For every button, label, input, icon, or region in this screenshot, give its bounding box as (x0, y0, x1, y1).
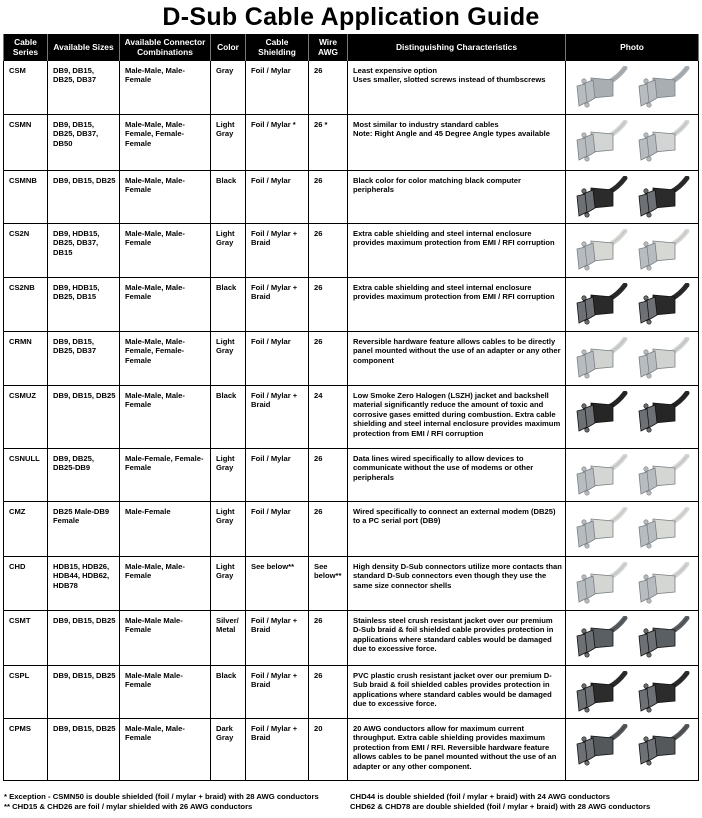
cell-color: Black (211, 666, 246, 719)
lszh-black-cables-photo (571, 391, 695, 435)
cell-sizes: DB9, DB15, DB25 (48, 719, 120, 781)
cell-wire-awg: 26 (309, 224, 348, 278)
cell-photo (566, 386, 699, 449)
cell-series: CSPL (4, 666, 48, 719)
cell-photo (566, 171, 699, 224)
cell-shielding: Foil / Mylar (246, 449, 309, 502)
cell-connector-combinations: Male-Male, Male-Female (120, 61, 211, 115)
cell-shielding: Foil / Mylar (246, 171, 309, 224)
footnote-csmn50: * Exception - CSMN50 is double shielded (foil / mylar + braid) with 28 AWG conductors (4, 792, 319, 801)
cell-connector-combinations: Male-Male, Male-Female (120, 386, 211, 449)
reversible-hardware-cables-photo (571, 337, 695, 381)
cell-connector-combinations: Male-Male, Male-Female (120, 719, 211, 781)
table-row (4, 115, 699, 171)
cell-photo (566, 719, 699, 781)
cell-wire-awg: 26 * (309, 115, 348, 171)
dsub-connector-icon (573, 120, 631, 164)
cell-wire-awg: 26 (309, 611, 348, 666)
cell-photo (566, 502, 699, 557)
table-row (4, 171, 699, 224)
cell-connector-combinations: Male-Female, Female-Female (120, 449, 211, 502)
cell-characteristics: 20 AWG conductors allow for maximum current throughput. Extra cable shielding provides maximum protection from EMI / RFI. Reversible hardware feature allows cables to be panel mounted without the use of an adapter or any other component. (348, 719, 566, 781)
gray-dsub-cables-photo (571, 66, 695, 110)
cell-sizes: DB9, DB15, DB25 (48, 611, 120, 666)
dsub-connector-icon (573, 562, 631, 606)
cell-characteristics: Stainless steel crush resistant jacket over our premium D-Sub braid & foil shielded cable provides protection in applications where standard cables would be damaged due to excessive force. (348, 611, 566, 666)
cell-color: Black (211, 386, 246, 449)
cell-series: CPMS (4, 719, 48, 781)
cell-wire-awg: See below** (309, 557, 348, 611)
cell-wire-awg: 26 (309, 502, 348, 557)
cell-characteristics: High density D-Sub connectors utilize more contacts than standard D-Sub connectors even though they use the same size connector shells (348, 557, 566, 611)
cell-series: CHD (4, 557, 48, 611)
cell-color: Light Gray (211, 557, 246, 611)
cell-characteristics: Extra cable shielding and steel internal enclosure provides maximum protection from EMI / RFI corruption (348, 278, 566, 332)
cell-shielding: Foil / Mylar + Braid (246, 666, 309, 719)
dsub-connector-icon (635, 724, 693, 768)
cell-color: Dark Gray (211, 719, 246, 781)
cell-shielding: Foil / Mylar + Braid (246, 719, 309, 781)
high-density-cables-photo (571, 562, 695, 606)
header-available-sizes: Available Sizes (48, 34, 120, 61)
cell-sizes: DB9, DB15, DB25, DB37 (48, 332, 120, 386)
cell-shielding: Foil / Mylar + Braid (246, 224, 309, 278)
cell-shielding: Foil / Mylar (246, 61, 309, 115)
cell-characteristics: PVC plastic crush resistant jacket over our premium D-Sub braid & foil shielded cables provides protection in applications where standard cables would be damaged due to excessive force. (348, 666, 566, 719)
dsub-connector-icon (573, 616, 631, 660)
cell-wire-awg: 26 (309, 332, 348, 386)
cable-guide-table (3, 34, 699, 781)
black-shielded-cables-photo (571, 283, 695, 327)
modem-cable-photo (571, 507, 695, 551)
dsub-connector-icon (573, 454, 631, 498)
cell-characteristics: Reversible hardware feature allows cables to be directly panel mounted without the use of an adapter or any other component (348, 332, 566, 386)
cell-photo (566, 557, 699, 611)
cell-color: Light Gray (211, 224, 246, 278)
table-row (4, 611, 699, 666)
header-wire-awg: Wire AWG (309, 34, 348, 61)
cell-characteristics: Low Smoke Zero Halogen (LSZH) jacket and backshell material significantly reduce the amount of toxic and corrosive gases emitted during combustion. Extra cable shielding and steel internal enclosure provides maximum protection from EMI / RFI corruption (348, 386, 566, 449)
dsub-connector-icon (573, 337, 631, 381)
cell-shielding: Foil / Mylar * (246, 115, 309, 171)
cell-wire-awg: 20 (309, 719, 348, 781)
cell-connector-combinations: Male-Male, Male-Female (120, 278, 211, 332)
cell-connector-combinations: Male-Female (120, 502, 211, 557)
cell-characteristics: Wired specifically to connect an external modem (DB25) to a PC serial port (DB9) (348, 502, 566, 557)
cell-color: Black (211, 278, 246, 332)
cell-shielding: Foil / Mylar + Braid (246, 386, 309, 449)
cell-series: CSM (4, 61, 48, 115)
dsub-connector-icon (573, 391, 631, 435)
dsub-connector-icon (635, 391, 693, 435)
cell-sizes: DB9, DB15, DB25, DB37, DB50 (48, 115, 120, 171)
cell-series: CRMN (4, 332, 48, 386)
dsub-connector-icon (635, 616, 693, 660)
cell-photo (566, 278, 699, 332)
cell-photo (566, 224, 699, 278)
cell-characteristics: Least expensive option Uses smaller, slotted screws instead of thumbscrews (348, 61, 566, 115)
cell-sizes: DB9, HDB15, DB25, DB37, DB15 (48, 224, 120, 278)
cell-connector-combinations: Male-Male, Male-Female (120, 557, 211, 611)
dsub-connector-icon (635, 229, 693, 273)
cell-shielding: Foil / Mylar + Braid (246, 278, 309, 332)
cell-connector-combinations: Male-Male Male-Female (120, 611, 211, 666)
cell-characteristics: Extra cable shielding and steel internal enclosure provides maximum protection from EMI / RFI corruption (348, 224, 566, 278)
cell-wire-awg: 26 (309, 449, 348, 502)
cell-sizes: DB9, DB25, DB25-DB9 (48, 449, 120, 502)
dsub-connector-icon (573, 229, 631, 273)
header-cable-series: Cable Series (4, 34, 48, 61)
cell-wire-awg: 26 (309, 171, 348, 224)
table-row (4, 666, 699, 719)
cell-sizes: DB9, HDB15, DB25, DB15 (48, 278, 120, 332)
dsub-connector-icon (573, 724, 631, 768)
cell-color: Light Gray (211, 449, 246, 502)
cell-series: CS2NB (4, 278, 48, 332)
cell-wire-awg: 26 (309, 666, 348, 719)
cell-wire-awg: 26 (309, 278, 348, 332)
footnote-chd62-chd78: CHD62 & CHD78 are double shielded (foil / mylar + braid) with 28 AWG conductors (350, 802, 651, 811)
cell-characteristics: Most similar to industry standard cables Note: Right Angle and 45 Degree Angle types available (348, 115, 566, 171)
cell-sizes: DB9, DB15, DB25 (48, 386, 120, 449)
dsub-connector-icon (573, 671, 631, 715)
null-modem-cables-photo (571, 454, 695, 498)
cell-series: CSMT (4, 611, 48, 666)
dsub-connector-icon (635, 176, 693, 220)
cell-wire-awg: 26 (309, 61, 348, 115)
table-row (4, 224, 699, 278)
page-title: D-Sub Cable Application Guide (162, 3, 540, 31)
table-row (4, 61, 699, 115)
cell-connector-combinations: Male-Male, Male-Female (120, 171, 211, 224)
footnote-chd15-chd26: ** CHD15 & CHD26 are foil / mylar shielded with 26 AWG conductors (4, 802, 253, 811)
cell-series: CMZ (4, 502, 48, 557)
cell-color: Light Gray (211, 502, 246, 557)
header-photo: Photo (566, 34, 699, 61)
cell-color: Light Gray (211, 115, 246, 171)
header-cable-shielding: Cable Shielding (246, 34, 309, 61)
plastic-armored-cables-photo (571, 671, 695, 715)
cell-photo (566, 449, 699, 502)
dsub-connector-icon (635, 454, 693, 498)
cell-series: CSMN (4, 115, 48, 171)
light-gray-shielded-cables-photo (571, 229, 695, 273)
table-row (4, 278, 699, 332)
steel-armored-cables-photo (571, 616, 695, 660)
cell-sizes: DB9, DB15, DB25 (48, 666, 120, 719)
cell-photo (566, 611, 699, 666)
cell-wire-awg: 24 (309, 386, 348, 449)
cell-shielding: See below** (246, 557, 309, 611)
black-dsub-cables-photo (571, 176, 695, 220)
table-row (4, 386, 699, 449)
dsub-connector-icon (635, 507, 693, 551)
cell-connector-combinations: Male-Male, Male-Female (120, 224, 211, 278)
light-gray-dsub-cables-photo (571, 120, 695, 164)
dsub-connector-icon (635, 671, 693, 715)
dsub-connector-icon (573, 176, 631, 220)
cell-connector-combinations: Male-Male Male-Female (120, 666, 211, 719)
dsub-connector-icon (573, 283, 631, 327)
cell-series: CSMNB (4, 171, 48, 224)
dsub-connector-icon (635, 120, 693, 164)
dsub-connector-icon (573, 507, 631, 551)
cell-color: Silver/ Metal (211, 611, 246, 666)
dsub-connector-icon (635, 337, 693, 381)
cell-color: Gray (211, 61, 246, 115)
cell-shielding: Foil / Mylar + Braid (246, 611, 309, 666)
cell-sizes: HDB15, HDB26, HDB44, HDB62, HDB78 (48, 557, 120, 611)
dark-gray-cables-photo (571, 724, 695, 768)
cell-sizes: DB25 Male-DB9 Female (48, 502, 120, 557)
cell-connector-combinations: Male-Male, Male-Female, Female-Female (120, 115, 211, 171)
cell-connector-combinations: Male-Male, Male-Female, Female-Female (120, 332, 211, 386)
header-connector-combinations: Available Connector Combinations (120, 34, 211, 61)
cell-characteristics: Black color for color matching black computer peripherals (348, 171, 566, 224)
dsub-connector-icon (573, 66, 631, 110)
cell-photo (566, 332, 699, 386)
footnote-chd44: CHD44 is double shielded (foil / mylar + braid) with 24 AWG conductors (350, 792, 611, 801)
table-row (4, 332, 699, 386)
table-row (4, 502, 699, 557)
header-row (4, 34, 699, 61)
cell-series: CSNULL (4, 449, 48, 502)
dsub-connector-icon (635, 283, 693, 327)
cell-shielding: Foil / Mylar (246, 502, 309, 557)
table-row (4, 557, 699, 611)
cell-sizes: DB9, DB15, DB25, DB37 (48, 61, 120, 115)
header-color: Color (211, 34, 246, 61)
table-row (4, 449, 699, 502)
table-row (4, 719, 699, 781)
dsub-connector-icon (635, 66, 693, 110)
cell-characteristics: Data lines wired specifically to allow devices to communicate without the use of modems or other peripherals (348, 449, 566, 502)
dsub-connector-icon (635, 562, 693, 606)
cell-color: Light Gray (211, 332, 246, 386)
header-distinguishing-characteristics: Distinguishing Characteristics (348, 34, 566, 61)
cell-series: CSMUZ (4, 386, 48, 449)
cell-photo (566, 666, 699, 719)
cell-photo (566, 61, 699, 115)
cell-shielding: Foil / Mylar (246, 332, 309, 386)
cell-color: Black (211, 171, 246, 224)
cell-photo (566, 115, 699, 171)
cell-series: CS2N (4, 224, 48, 278)
cell-sizes: DB9, DB15, DB25 (48, 171, 120, 224)
